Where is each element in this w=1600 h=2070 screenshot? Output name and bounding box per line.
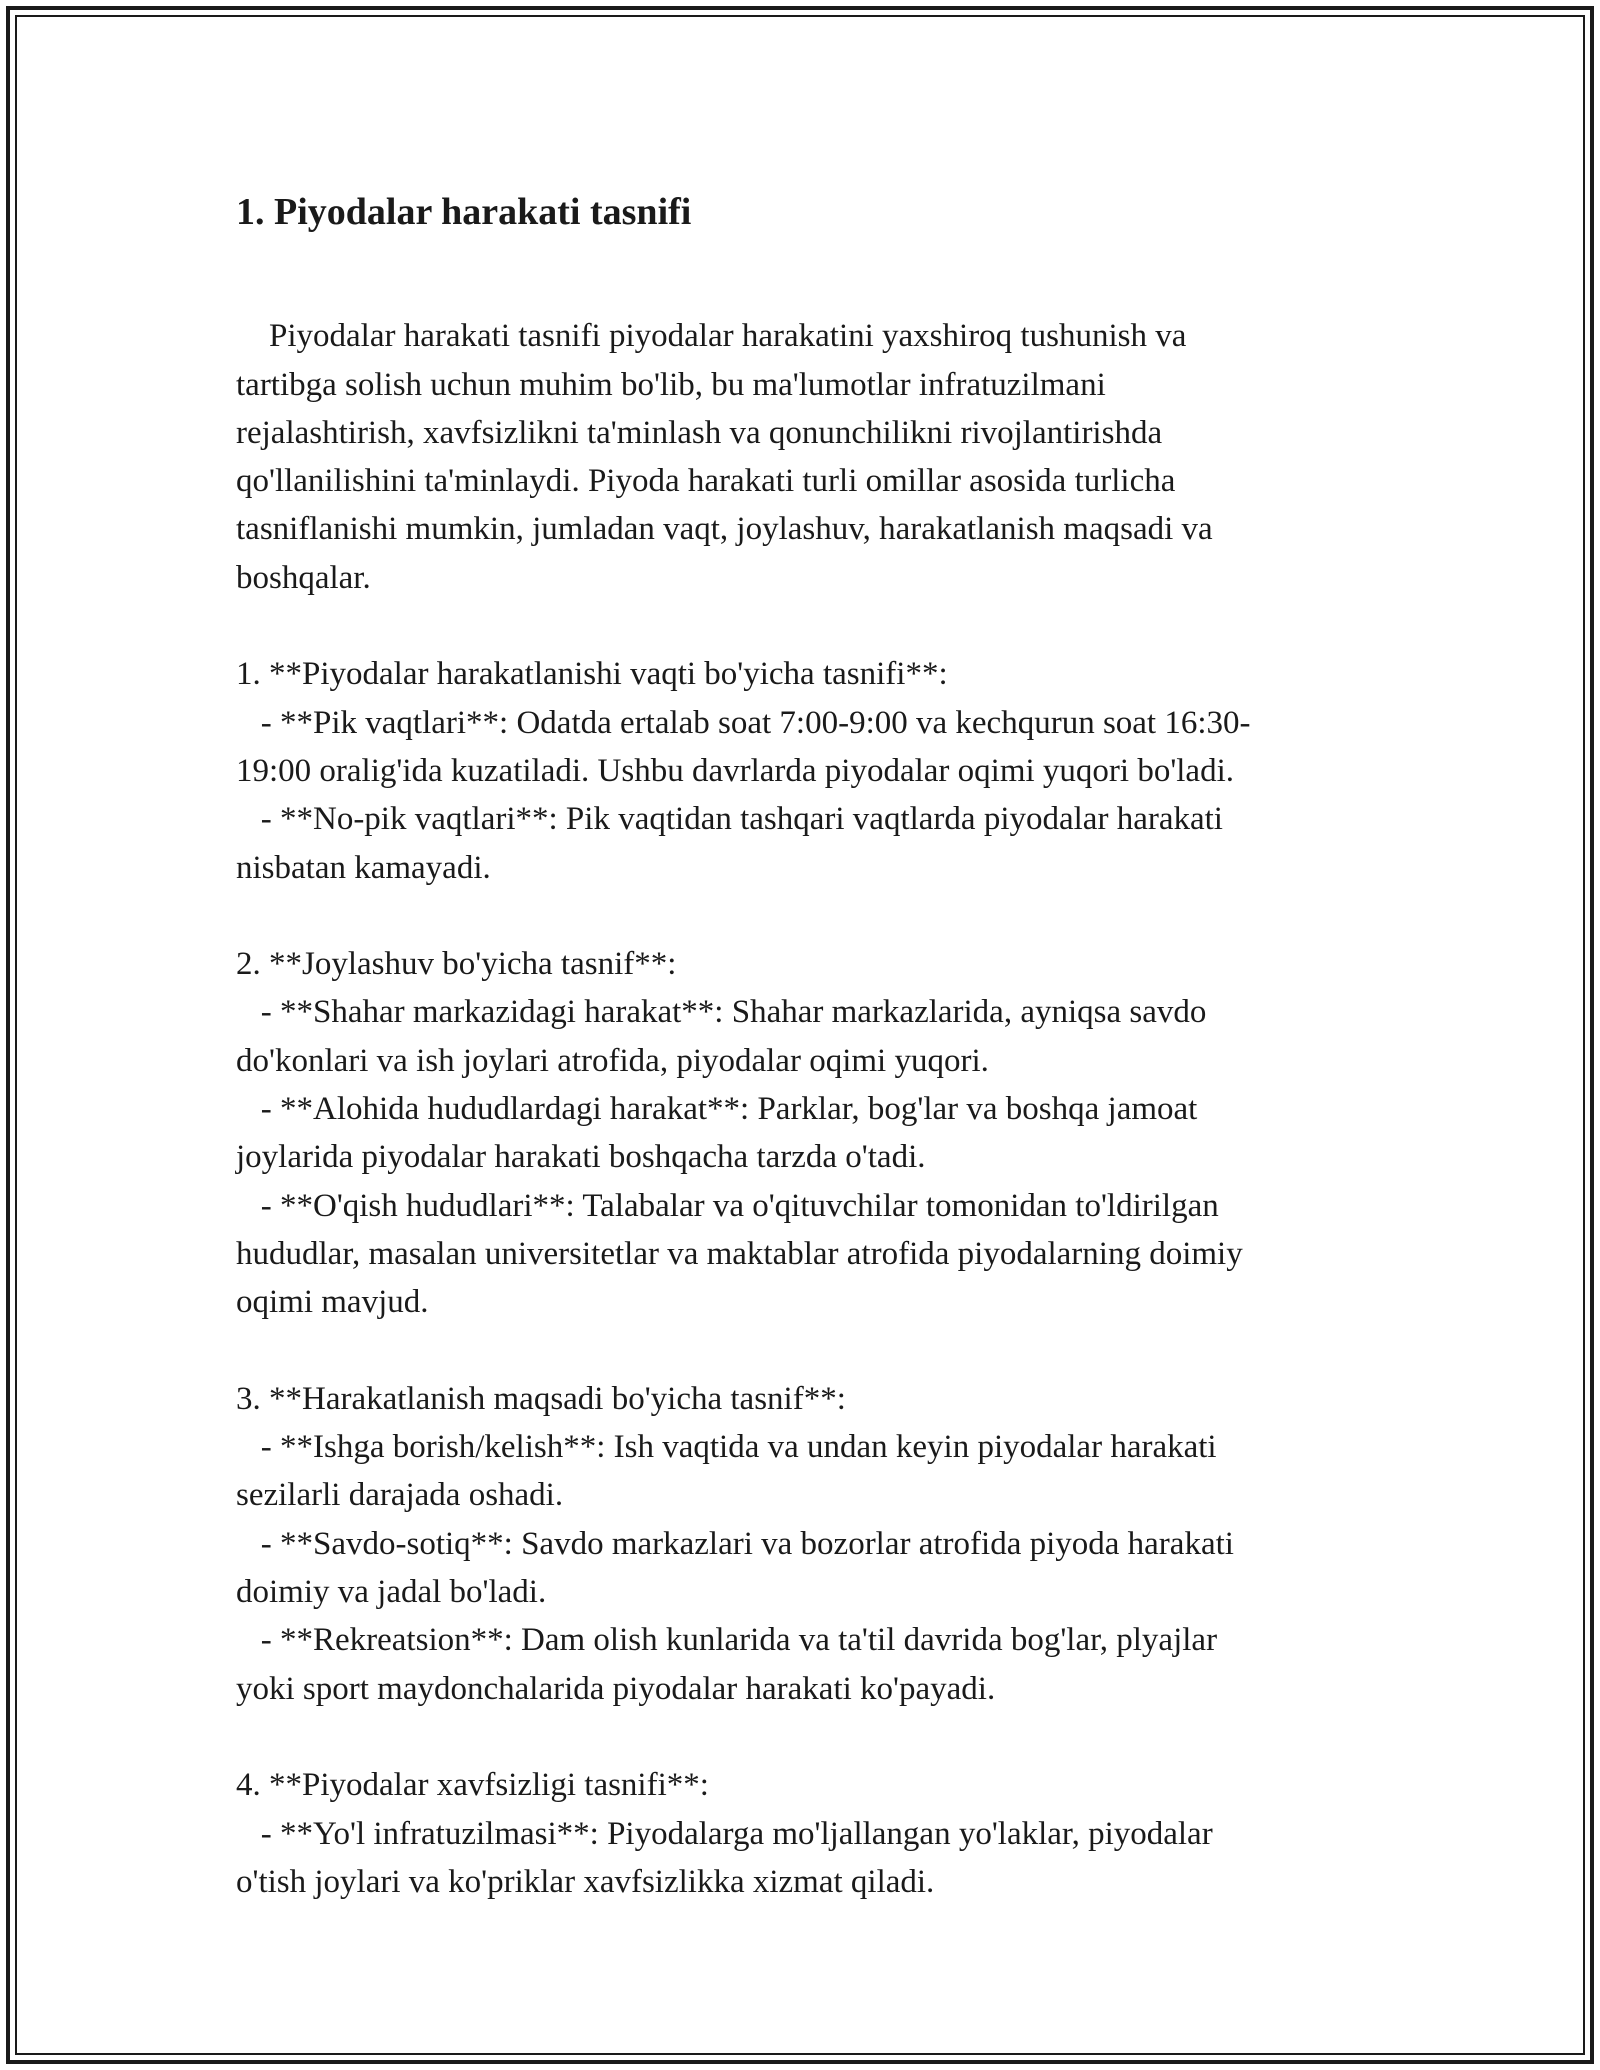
text-line: - **O'qish hududlari**: Talabalar va o'qituvchilar tomonidan to'ldirilgan xyxy=(236,1187,1219,1224)
text-line: - **Ishga borish/kelish**: Ish vaqtida va undan keyin piyodalar harakati xyxy=(236,1429,1217,1466)
text-line: oqimi mavjud. xyxy=(236,1284,429,1321)
text-line: yoki sport maydonchalarida piyodalar harakati ko'payadi. xyxy=(236,1670,996,1707)
text-line: qo'llanilishini ta'minlaydi. Piyoda harakati turli omillar asosida turlicha xyxy=(236,463,1176,500)
text-line: o'tish joylari va ko'priklar xavfsizlikka xizmat qiladi. xyxy=(236,1863,935,1900)
document-body xyxy=(236,182,1386,1954)
text-line: - **Yo'l infratuzilmasi**: Piyodalarga mo'ljallangan yo'laklar, piyodalar xyxy=(236,1815,1213,1852)
text-line: 2. **Joylashuv bo'yicha tasnif**: xyxy=(236,946,677,983)
text-line: joylarida piyodalar harakati boshqacha tarzda o'tadi. xyxy=(236,1139,926,1176)
text-line: sezilarli darajada oshadi. xyxy=(236,1477,564,1514)
text-line: 1. **Piyodalar harakatlanishi vaqti bo'yicha tasnifi**: xyxy=(236,656,948,693)
text-line: do'konlari va ish joylari atrofida, piyodalar oqimi yuqori. xyxy=(236,1042,989,1079)
text-line: 3. **Harakatlanish maqsadi bo'yicha tasnif**: xyxy=(236,1380,846,1417)
text-line: tartibga solish uchun muhim bo'lib, bu ma'lumotlar infratuzilmani xyxy=(236,366,1106,403)
text-line: - **Pik vaqtlari**: Odatda ertalab soat 7:00-9:00 va kechqurun soat 16:30- xyxy=(236,704,1251,741)
text-line: 19:00 oralig'ida kuzatiladi. Ushbu davrlarda piyodalar oqimi yuqori bo'ladi. xyxy=(236,752,1234,789)
text-line: nisbatan kamayadi. xyxy=(236,849,491,886)
text-line: - **Rekreatsion**: Dam olish kunlarida va ta'til davrida bog'lar, plyajlar xyxy=(236,1622,1218,1659)
text-line: 4. **Piyodalar xavfsizligi tasnifi**: xyxy=(236,1767,709,1804)
text-line: - **No-pik vaqtlari**: Pik vaqtidan tashqari vaqtlarda piyodalar harakati xyxy=(236,801,1223,838)
text-line: hududlar, masalan universitetlar va maktablar atrofida piyodalarning doimiy xyxy=(236,1235,1243,1272)
text-line: boshqalar. xyxy=(236,559,371,596)
text-line: rejalashtirish, xavfsizlikni ta'minlash va qonunchilikni rivojlantirishda xyxy=(236,414,1163,451)
text-line: tasniflanishi mumkin, jumladan vaqt, joylashuv, harakatlanish maqsadi va xyxy=(236,511,1213,548)
text-line: - **Savdo-sotiq**: Savdo markazlari va bozorlar atrofida piyoda harakati xyxy=(236,1525,1234,1562)
text-line: - **Alohida hududlardagi harakat**: Parklar, bog'lar va boshqa jamoat xyxy=(236,1091,1198,1128)
text-line: - **Shahar markazidagi harakat**: Shahar markazlarida, ayniqsa savdo xyxy=(236,994,1207,1031)
section-heading: 1. Piyodalar harakati tasnifi xyxy=(236,191,692,233)
text-line: doimiy va jadal bo'ladi. xyxy=(236,1574,547,1611)
section-text xyxy=(236,264,1386,1954)
text-line: Piyodalar harakati tasnifi piyodalar harakatini yaxshiroq tushunish va xyxy=(269,318,1187,355)
